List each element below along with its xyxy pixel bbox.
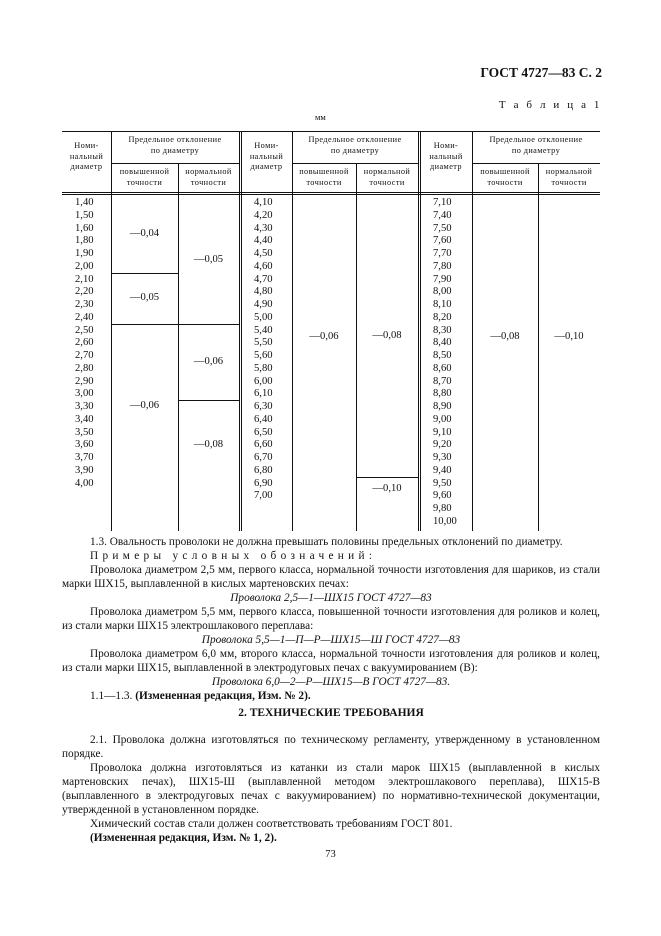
deviation-value: —0,10: [554, 330, 584, 342]
diameter-value: 8,30: [433, 324, 452, 336]
diameter-value: 4,70: [254, 273, 273, 285]
header-text: диаметр: [250, 162, 283, 171]
cell-divider: [178, 400, 239, 401]
header-text: нормальной: [545, 167, 593, 176]
group-separator: [418, 131, 419, 531]
table-label: Т а б л и ц а 1: [498, 99, 602, 111]
header-text: нормальной: [185, 167, 232, 176]
column-rule: [178, 163, 179, 531]
header-text: диаметр: [70, 162, 103, 171]
column-rule: [111, 131, 112, 531]
deviation-value: —0,08: [193, 438, 224, 450]
diameter-value: 7,10: [433, 197, 452, 208]
diameter-value: 8,20: [433, 311, 452, 323]
page-number: 73: [325, 849, 336, 860]
diameter-value: 9,60: [433, 490, 452, 502]
cell-divider: [178, 324, 239, 325]
diameter-value: 6,30: [254, 401, 273, 412]
diameter-value: 1,50: [75, 209, 94, 221]
diameter-value: 2,60: [75, 337, 94, 349]
diameter-value: 5,50: [254, 337, 273, 349]
diameter-value: 8,40: [433, 337, 452, 349]
header-text: точности: [306, 177, 342, 187]
header-mid-rule: [292, 163, 418, 164]
example-1-text: Проволока диаметром 2,5 мм, первого класса, нормальной точности изготовления для шариков, из стали марки ШХ15, выплавленной в кислых мартеновских печах:: [62, 564, 600, 591]
header-text: нальный: [69, 151, 104, 161]
diameter-value: 6,50: [254, 426, 273, 438]
header-text: по диаметру: [150, 145, 200, 155]
cell-divider: [111, 324, 178, 325]
header-text: диаметр: [430, 162, 462, 171]
example-3-code: Проволока 6,0—2—Р—ШХ15—В ГОСТ 4727—83.: [211, 676, 451, 688]
diameter-value: 9,00: [433, 413, 452, 425]
diameter-value: 4,20: [254, 209, 273, 221]
header-mid-rule: [111, 163, 239, 164]
diameter-value: 5,40: [254, 324, 273, 336]
unit-label: мм: [315, 112, 326, 122]
diameter-value: 4,60: [254, 260, 273, 272]
diameter-value: 2,70: [75, 350, 94, 361]
diameter-value: 9,50: [433, 477, 452, 489]
diameter-value: 2,90: [75, 375, 94, 387]
diameter-value: 5,80: [254, 362, 273, 374]
diameter-value: 2,20: [75, 286, 94, 298]
diameter-value: 7,60: [433, 235, 452, 247]
diameter-value: 1,40: [75, 197, 94, 208]
header-text: повышенной: [480, 167, 530, 176]
diameter-value: 8,80: [433, 388, 452, 400]
diameter-value: 6,40: [254, 413, 273, 425]
diameter-value: 3,50: [75, 426, 94, 438]
diameter-value: 6,80: [254, 464, 273, 476]
diameter-value: 9,40: [433, 464, 452, 476]
header-text: Номи-: [74, 141, 99, 150]
header-text: точности: [369, 177, 405, 187]
diameter-value: 8,60: [433, 362, 452, 374]
header-text: нальный: [429, 151, 463, 161]
header-text: точности: [126, 177, 163, 187]
diameter-value: 10,00: [433, 515, 457, 527]
header-text: нормальной: [363, 167, 411, 176]
cell-divider: [356, 477, 418, 478]
section-2-title: 2. ТЕХНИЧЕСКИЕ ТРЕБОВАНИЯ: [238, 707, 424, 719]
header-deviation-group: [292, 135, 418, 156]
diameter-value: 9,30: [433, 452, 452, 463]
diameter-value: 4,90: [254, 299, 273, 310]
diameter-value: 2,80: [75, 362, 94, 374]
diameter-value: 4,40: [254, 235, 273, 247]
header-normal-precision: [178, 167, 239, 188]
example-2-code: Проволока 5,5—1—П—Р—ШХ15—Ш ГОСТ 4727—83: [201, 634, 461, 646]
diameter-value: 9,80: [433, 503, 452, 514]
diameter-value: 8,00: [433, 286, 452, 298]
diameter-value: 6,90: [254, 477, 273, 489]
diameter-value: 2,40: [75, 311, 94, 323]
header-text: точности: [551, 177, 587, 187]
paragraph-1-3: 1.3. Овальность проволоки не должна превышать половины предельных отклонений по диаметру.: [90, 536, 563, 548]
deviation-value: —0,04: [129, 228, 160, 240]
header-bottom-rule: [62, 194, 600, 195]
group-separator: [239, 131, 240, 531]
deviation-value: —0,06: [309, 330, 339, 342]
diameter-value: 7,00: [254, 490, 273, 502]
header-text: Предельное отклонение: [489, 135, 583, 144]
diameter-value: 3,30: [75, 401, 94, 412]
header-increased-precision: [111, 167, 178, 188]
diameter-value: 2,30: [75, 299, 94, 310]
diameter-value: 8,50: [433, 350, 452, 361]
amendment-note-2: (Измененная редакция, Изм. № 1, 2).: [90, 832, 277, 844]
diameter-value: 4,80: [254, 286, 273, 298]
deviation-value: —0,05: [193, 253, 224, 265]
amendment-1-range: 1.1—1.3.: [90, 690, 136, 702]
example-3-text: Проволока диаметром 6,0 мм, второго класса, нормальной точности изготовления для роликов и колец, из стали марки ШХ15, выплавленной в электродуговых печах с вакуумированием (В):: [62, 648, 600, 675]
table-top-rule: [62, 131, 600, 132]
cell-divider: [111, 273, 178, 274]
header-bottom-rule: [62, 192, 600, 193]
examples-title: Примеры условных обозначений:: [90, 550, 377, 562]
diameter-value: 1,80: [75, 235, 94, 247]
header-text: повышенной: [299, 167, 349, 176]
header-text: нальный: [249, 151, 284, 161]
diameter-value: 4,10: [254, 197, 273, 208]
document-reference: ГОСТ 4727—83 С. 2: [480, 65, 602, 80]
header-text: по диаметру: [511, 145, 561, 155]
header-normal-precision: [538, 167, 600, 188]
header-text: точности: [190, 177, 227, 187]
header-nominal-diameter: [420, 141, 472, 173]
diameter-column: [254, 197, 273, 503]
header-increased-precision: [292, 167, 356, 188]
diameter-value: 4,30: [254, 222, 273, 234]
diameter-value: 8,10: [433, 299, 452, 310]
diameter-value: 4,50: [254, 248, 273, 259]
header-text: Номи-: [254, 141, 279, 150]
group-separator: [420, 131, 421, 531]
header-nominal-diameter: [62, 141, 111, 173]
header-text: повышенной: [119, 167, 170, 176]
deviation-value: —0,05: [129, 292, 160, 303]
amendment-note-1: [62, 689, 600, 703]
diameter-value: 3,40: [75, 413, 94, 425]
deviation-value: —0,06: [193, 355, 224, 367]
diameter-value: 9,10: [433, 426, 452, 438]
header-mid-rule: [472, 163, 600, 164]
example-1-code: Проволока 2,5—1—ШХ15 ГОСТ 4727—83: [230, 592, 432, 604]
diameter-value: 3,90: [75, 464, 94, 476]
paragraph-2-1-materials: Проволока должна изготовляться из катанки из стали марок ШХ15 (выплавленной в кислых мартеновских печах), ШХ15-Ш (выплавленной методом электрошлакового переплава), ШХ15-В (выплавленного в электродуговых печах с вакуумированием) по нормативно-технической документации, утвержденной в установленном порядке.: [62, 762, 600, 817]
diameter-value: 2,00: [75, 260, 94, 272]
diameter-value: 5,00: [254, 311, 273, 323]
header-deviation-group: [111, 135, 239, 156]
paragraph-2-1: 2.1. Проволока должна изготовляться по техническому регламенту, утвержденному в установленном порядке.: [62, 734, 600, 761]
header-text: точности: [487, 177, 523, 187]
diameter-value: 6,60: [254, 439, 273, 451]
group-separator: [241, 131, 242, 531]
header-text: Номи-: [433, 141, 459, 150]
diameter-value: 6,00: [254, 375, 273, 387]
header-increased-precision: [472, 167, 538, 188]
header-text: по диаметру: [330, 145, 380, 155]
header-normal-precision: [356, 167, 418, 188]
diameter-value: 4,00: [75, 477, 94, 489]
diameter-value: 7,80: [433, 260, 452, 272]
diameter-value: 6,70: [254, 452, 273, 463]
diameter-value: 2,10: [75, 273, 94, 285]
column-rule: [356, 163, 357, 531]
diameter-value: 3,70: [75, 452, 94, 463]
diameter-value: 7,70: [433, 248, 452, 259]
header-nominal-diameter: [241, 141, 292, 173]
deviation-value: —0,06: [129, 400, 160, 412]
column-rule: [538, 163, 539, 531]
diameter-value: 8,90: [433, 401, 452, 412]
example-2-text: Проволока диаметром 5,5 мм, первого класса, повышенной точности изготовления для роликов и колец, из стали марки ШХ15 электрошлакового переплава:: [62, 606, 600, 633]
diameter-value: 7,50: [433, 222, 452, 234]
deviation-value: —0,08: [490, 330, 520, 342]
diameter-value: 7,90: [433, 273, 452, 285]
diameter-value: 9,20: [433, 439, 452, 451]
header-text: Предельное отклонение: [308, 135, 402, 144]
diameter-value: 3,00: [75, 388, 94, 400]
diameter-value: 5,60: [254, 350, 273, 361]
diameter-value: 7,40: [433, 209, 452, 221]
amendment-1-text: (Измененная редакция, Изм. № 2).: [135, 690, 311, 702]
diameter-value: 1,90: [75, 248, 94, 259]
deviation-value: —0,08: [372, 330, 402, 342]
paragraph-2-1-chemistry: Химический состав стали должен соответствовать требованиям ГОСТ 801.: [90, 818, 453, 830]
diameter-column: [433, 197, 457, 529]
diameter-column: [75, 197, 94, 490]
header-text: Предельное отклонение: [128, 135, 222, 144]
diameter-value: 1,60: [75, 222, 94, 234]
diameter-value: 3,60: [75, 439, 94, 451]
diameter-value: 2,50: [75, 324, 94, 336]
deviation-value: —0,10: [372, 483, 402, 495]
header-deviation-group: [472, 135, 600, 156]
diameter-value: 8,70: [433, 375, 452, 387]
diameter-value: 6,10: [254, 388, 273, 400]
